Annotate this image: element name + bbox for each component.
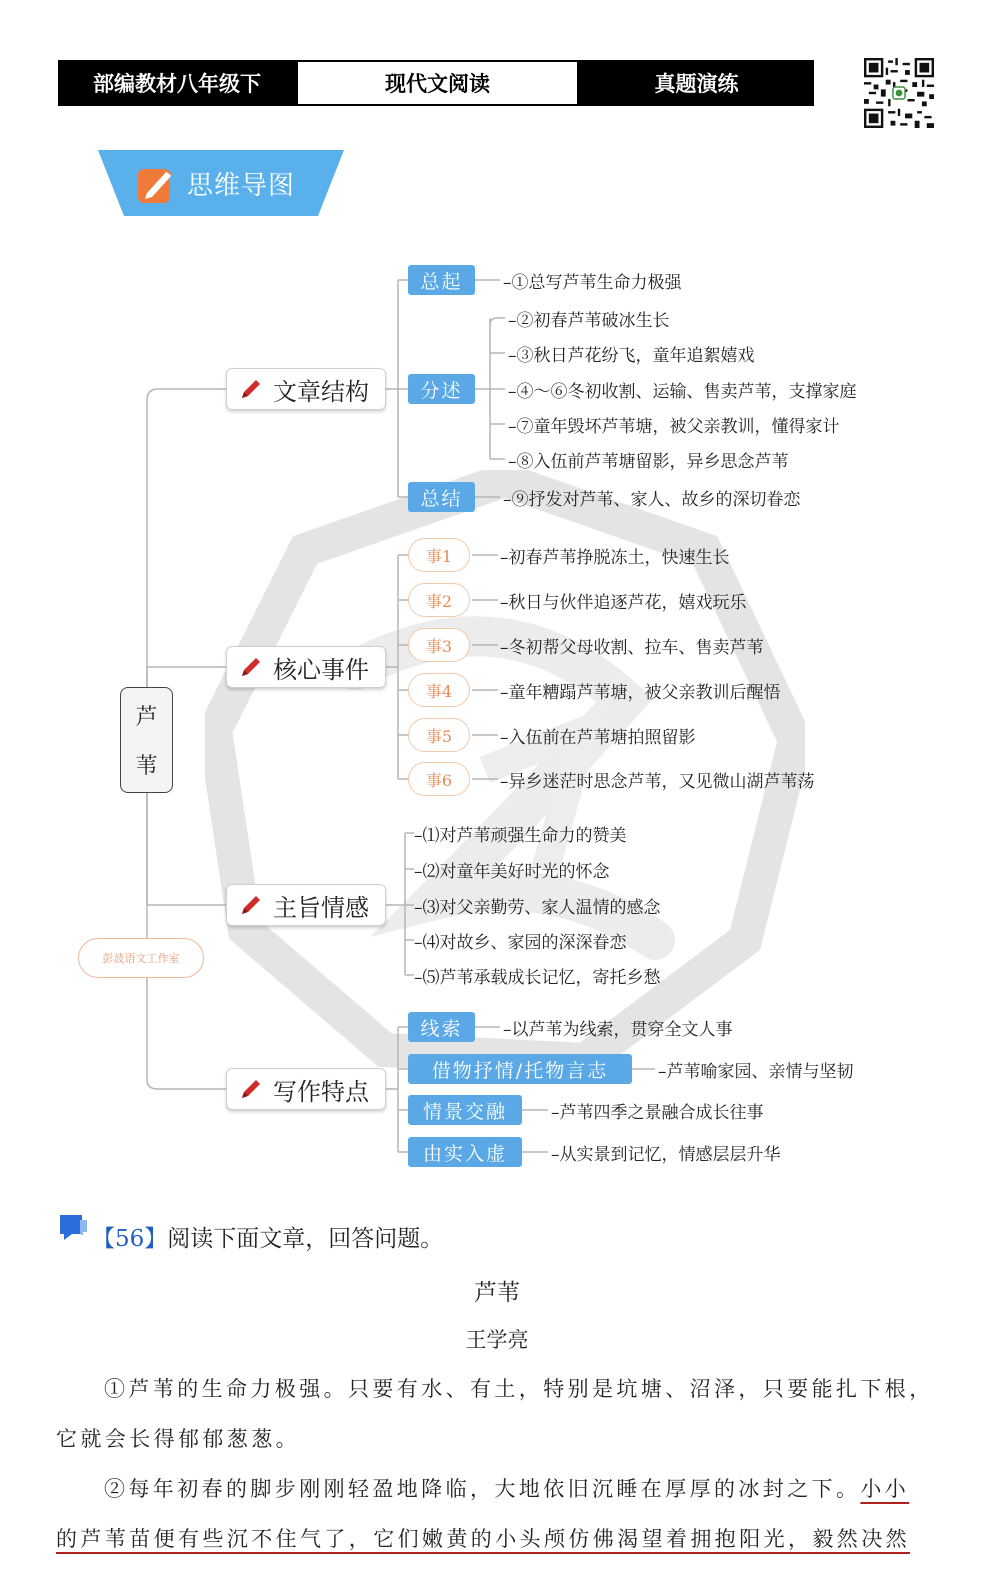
writing-text: –芦苇喻家园、亲情与坚韧	[658, 1062, 854, 1082]
event-text: –初春芦苇挣脱冻土，快速生长	[500, 548, 730, 568]
writing-tag: 由实入虚	[408, 1137, 522, 1167]
theme-item: –⑵对童年美好时光的怀念	[414, 862, 610, 882]
structure-item: –④～⑥冬初收割、运输、售卖芦苇，支撑家庭	[508, 382, 857, 402]
paragraph-2-line-1: ②每年初春的脚步刚刚轻盈地降临，大地依旧沉睡在厚厚的冰封之下。	[104, 1477, 861, 1501]
event-tag: 事4	[408, 673, 470, 707]
theme-item: –⑸芦苇承载成长记忆，寄托乡愁	[414, 968, 661, 988]
question-instruction: 阅读下面文章，回答问题。	[167, 1226, 444, 1252]
structure-item: –③秋日芦花纷飞，童年追絮嬉戏	[508, 346, 755, 366]
article-title: 芦苇	[474, 1280, 520, 1306]
header-section: 真题演练	[579, 60, 814, 106]
event-text: –冬初帮父母收割、拉车、售卖芦苇	[500, 638, 764, 658]
writing-tag: 借物抒情/托物言志	[408, 1054, 632, 1084]
question-number: 【56】	[92, 1226, 168, 1252]
underlined-sentence: 的芦苇苗便有些沉不住气了，它们嫩黄的小头颅仿佛渴望着拥抱阳光，毅然决然	[56, 1527, 910, 1551]
tag-detail: 分述	[408, 374, 475, 404]
tag-conclusion: 总结	[408, 482, 475, 512]
paragraph-2	[56, 1464, 940, 1564]
tag-intro: 总起	[408, 265, 475, 295]
writing-text: –芦苇四季之景融合成长往事	[551, 1103, 764, 1123]
underlined-sentence: 小小	[860, 1477, 910, 1501]
branch-structure-label: 文章结构	[273, 377, 369, 406]
writing-tag: 线索	[408, 1012, 475, 1042]
branch-theme-label: 主旨情感	[273, 893, 369, 922]
studio-tag: 彭波语文工作室	[78, 938, 204, 978]
paragraph-1	[56, 1364, 940, 1464]
header-subject: 现代文阅读	[296, 60, 579, 106]
event-text: –入伍前在芦苇塘拍照留影	[500, 728, 696, 748]
branch-writing	[226, 1068, 386, 1110]
mindmap-root	[120, 687, 173, 793]
event-tag: 事1	[408, 538, 470, 572]
event-tag: 事2	[408, 583, 470, 617]
structure-item: –⑦童年毁坏芦苇塘，被父亲教训，懂得家计	[508, 417, 840, 437]
question-heading	[92, 1220, 443, 1253]
branch-events-label: 核心事件	[273, 655, 369, 684]
mindmap-title: 思维导图	[187, 171, 296, 201]
branch-writing-label: 写作特点	[273, 1077, 369, 1106]
event-tag: 事6	[408, 762, 470, 796]
branch-events	[226, 646, 386, 688]
structure-item: –②初春芦苇破冰生长	[508, 311, 670, 331]
paragraph-1-line-2: 它就会长得郁郁葱葱。	[56, 1427, 300, 1451]
structure-item: –⑨抒发对芦苇、家人、故乡的深切眷恋	[503, 490, 801, 510]
event-tag: 事3	[408, 628, 470, 662]
pen-icon	[239, 893, 263, 917]
event-text: –童年糟蹋芦苇塘，被父亲教训后醒悟	[500, 683, 781, 703]
event-text: –异乡迷茫时思念芦苇，又见微山湖芦苇荡	[500, 772, 815, 792]
pen-icon	[239, 655, 263, 679]
writing-text: –以芦苇为线索，贯穿全文人事	[503, 1020, 733, 1040]
theme-item: –⑷对故乡、家园的深深眷恋	[414, 933, 627, 953]
structure-item: –①总写芦苇生命力极强	[503, 273, 682, 293]
pen-icon	[239, 377, 263, 401]
branch-structure	[226, 368, 386, 410]
theme-item: –⑶对父亲勤劳、家人温情的感念	[414, 898, 661, 918]
pen-icon	[239, 1077, 263, 1101]
event-text: –秋日与伙伴追逐芦花，嬉戏玩乐	[500, 593, 747, 613]
question-bookmark-icon	[58, 1212, 88, 1242]
branch-theme	[226, 884, 386, 926]
header-grade: 部编教材八年级下	[58, 60, 296, 106]
writing-tag: 情景交融	[408, 1095, 522, 1125]
event-tag: 事5	[408, 718, 470, 752]
root-char-2: 苇	[135, 754, 158, 779]
root-char-1: 芦	[135, 705, 158, 730]
paragraph-1-line-1: ①芦苇的生命力极强。只要有水、有土，特别是坑塘、沼泽，只要能扎下根，	[104, 1377, 934, 1401]
structure-item: –⑧入伍前芦苇塘留影，异乡思念芦苇	[508, 452, 789, 472]
writing-text: –从实景到记忆，情感层层升华	[551, 1145, 781, 1165]
article-author: 王学亮	[465, 1328, 529, 1352]
theme-item: –⑴对芦苇顽强生命力的赞美	[414, 826, 627, 846]
